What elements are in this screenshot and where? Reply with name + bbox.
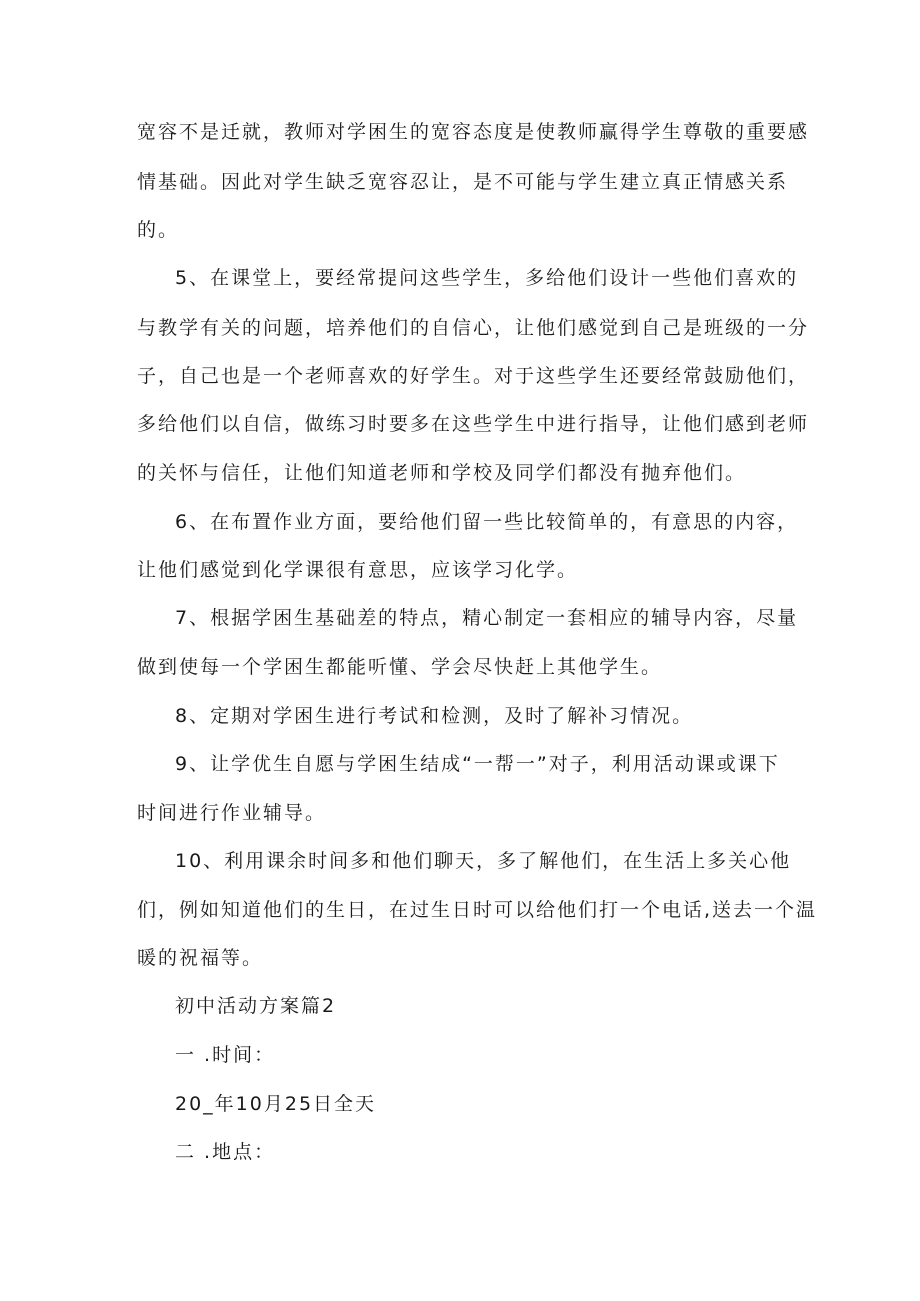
paragraph-line: 子，自己也是一个老师喜欢的好学生。对于这些学生还要经常鼓励他们， — [137, 365, 810, 387]
list-item-9: 9、让学优生自愿与学困生结成“一帮一”对子，利用活动课或课下 — [175, 753, 780, 775]
paragraph-line: 做到使每一个学困生都能听懂、学会尽快赶上其他学生。 — [137, 656, 663, 678]
list-item-8: 8、定期对学困生进行考试和检测，及时了解补习情况。 — [175, 705, 694, 727]
section-title: 初中活动方案篇2 — [175, 995, 337, 1017]
paragraph-line: 宽容不是迁就，教师对学困生的宽容态度是使教师赢得学生尊敬的重要感 — [137, 121, 810, 143]
paragraph-line: 的关怀与信任，让他们知道老师和学校及同学们都没有抛弃他们。 — [137, 462, 747, 484]
time-heading: 一 .时间： — [175, 1044, 276, 1066]
list-item-6: 6、在布置作业方面，要给他们留一些比较简单的，有意思的内容， — [175, 511, 799, 533]
time-value: 20_年10月25日全天 — [175, 1093, 377, 1115]
paragraph-line: 暖的祝福等。 — [137, 947, 264, 969]
list-item-5: 5、在课堂上，要经常提问这些学生，多给他们设计一些他们喜欢的 — [175, 267, 799, 289]
paragraph-line: 让他们感觉到化学课很有意思，应该学习化学。 — [137, 559, 579, 581]
list-item-7: 7、根据学困生基础差的特点，精心制定一套相应的辅导内容，尽量 — [175, 607, 799, 629]
paragraph-line: 多给他们以自信，做练习时要多在这些学生中进行指导，让他们感到老师 — [137, 413, 810, 435]
paragraph-line: 的。 — [137, 219, 180, 241]
paragraph-line: 时间进行作业辅导。 — [137, 802, 327, 824]
place-heading: 二 .地点： — [175, 1141, 276, 1163]
list-item-10: 10、利用课余时间多和他们聊天，多了解他们，在生活上多关心他 — [175, 850, 792, 872]
paragraph-line: 情基础。因此对学生缺乏宽容忍让，是不可能与学生建立真正情感关系 — [137, 171, 789, 193]
paragraph-line: 们，例如知道他们的生日，在过生日时可以给他们打一个电话,送去一个温 — [137, 899, 818, 921]
paragraph-line: 与教学有关的问题，培养他们的自信心，让他们感觉到自己是班级的一分 — [137, 317, 810, 339]
